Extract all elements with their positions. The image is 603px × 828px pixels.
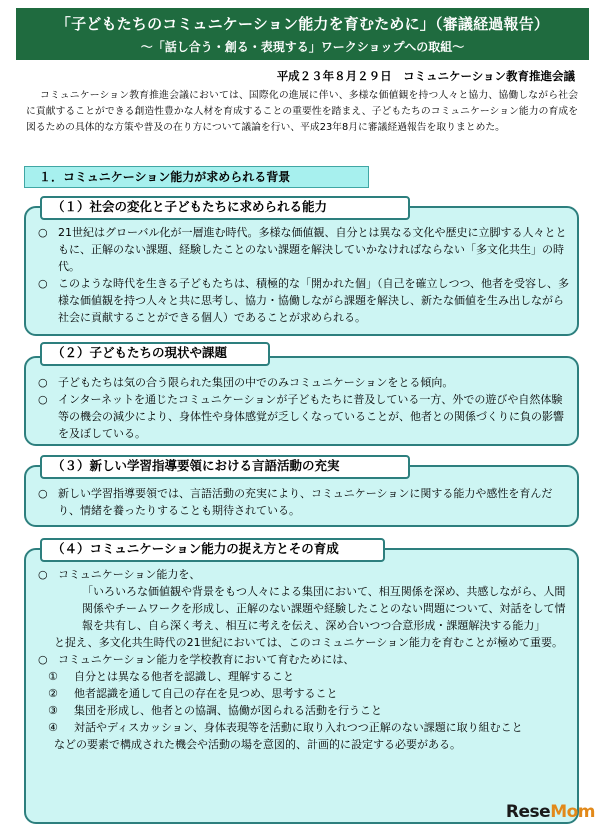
panel-social-change: [24, 206, 579, 336]
panel-tab-language-activities: （３）新しい学習指導要領における言語活動の充実: [40, 455, 410, 479]
header-band: [16, 8, 589, 60]
date-and-author: 平成２３年８月２９日 コミュニケーション教育推進会議: [276, 69, 575, 83]
panel-tab-social-change: （１）社会の変化と子どもたちに求められる能力: [40, 196, 410, 220]
list-item: ○ 新しい学習指導要領では、言語活動の充実により、コミュニケーションに関する能力や感性を育んだり、情緒を養ったりすることも期待されている。: [38, 487, 553, 517]
panel-tab-current-issues: （２）子どもたちの現状や課題: [40, 342, 270, 366]
closing-text: などの要素で構成された機会や活動の場を意図的、計画的に設定する必要がある。: [54, 738, 461, 751]
definition-quote: 「いろいろな価値観や背景をもつ人々による集団において、相互関係を深め、共感しながら、人間関係やチームワークを形成し、正解のない課題や経験したことのない問題について、対話をして情報を共有し、自ら深く考え、相互に考えを伝え、深め合いつつ合意形成・課題解決する能力」: [82, 585, 566, 632]
numbered-item: ② 他者認識を通して自己の存在を見つめ、思考すること: [48, 687, 338, 700]
numbered-item: ③ 集団を形成し、他者との協調、協働が図られる活動を行うこと: [48, 704, 382, 717]
document-title: 「子どもたちのコミュニケーション能力を育むために」（審議経過報告）: [55, 15, 550, 33]
list-item: ○ コミュニケーション能力を、: [38, 568, 201, 581]
numbered-item: ① 自分とは異なる他者を認識し、理解すること: [48, 670, 294, 683]
list-item: ○ 21世紀はグローバル化が一層進む時代。多様な価値観、自分とは異なる文化や歴史に立脚する人々とともに、正解のない課題、経験したことのない課題を解決していかなければならない「多文化共生」の時代。: [38, 226, 567, 273]
intro-paragraph: コミュニケーション教育推進会議においては、国際化の進展に伴い、多様な価値観を持つ人々と協力、協働しながら社会に貢献することができる創造性豊かな人材を育成することの重要性を踏まえ、子どもたちのコミュニケーション能力の育成を図るための具体的な方策や普及の在り方について議論を行い、平成23年8月に審議経過報告を取りまとめた。: [26, 90, 578, 133]
list-item: ○ このような時代を生きる子どもたちは、積極的な「開かれた個」（自己を確立しつつ、他者を受容し、多様な価値観を持つ人々と共に思考し、協力・協働しながら課題を解決し、新たな価値を生み出しながら社会に貢献することができる個人）であることが求められる。: [38, 277, 570, 324]
list-item: ○ コミュニケーション能力を学校教育において育むためには、: [38, 653, 355, 666]
panel-tab-communication-ability: （４）コミュニケーション能力の捉え方とその育成: [40, 538, 385, 562]
list-item: ○ 子どもたちは気の合う限られた集団の中でのみコミュニケーションをとる傾向。: [38, 376, 454, 389]
list-item: ○ インターネットを通じたコミュニケーションが子どもたちに普及している一方、外での遊びや自然体験等の機会の減少により、身体性や身体感覚が乏しくなっていることが、他者との関係づくりに負の影響を及ぼしている。: [38, 393, 564, 440]
resemom-logo: ReseMom: [505, 802, 595, 822]
after-quote-text: と捉え、多文化共生時代の21世紀においては、このコミュニケーション能力を育むことが極めて重要。: [54, 636, 563, 649]
section-heading: １．コミュニケーション能力が求められる背景: [24, 166, 369, 188]
numbered-item: ④ 対話やディスカッション、身体表現等を活動に取り入れつつ正解のない課題に取り組むこと: [48, 721, 523, 734]
panel-current-issues: [24, 356, 579, 446]
panel-communication-ability: [24, 548, 579, 824]
document-subtitle: ～「話し合う・創る・表現する」ワークショップへの取組～: [140, 40, 465, 54]
